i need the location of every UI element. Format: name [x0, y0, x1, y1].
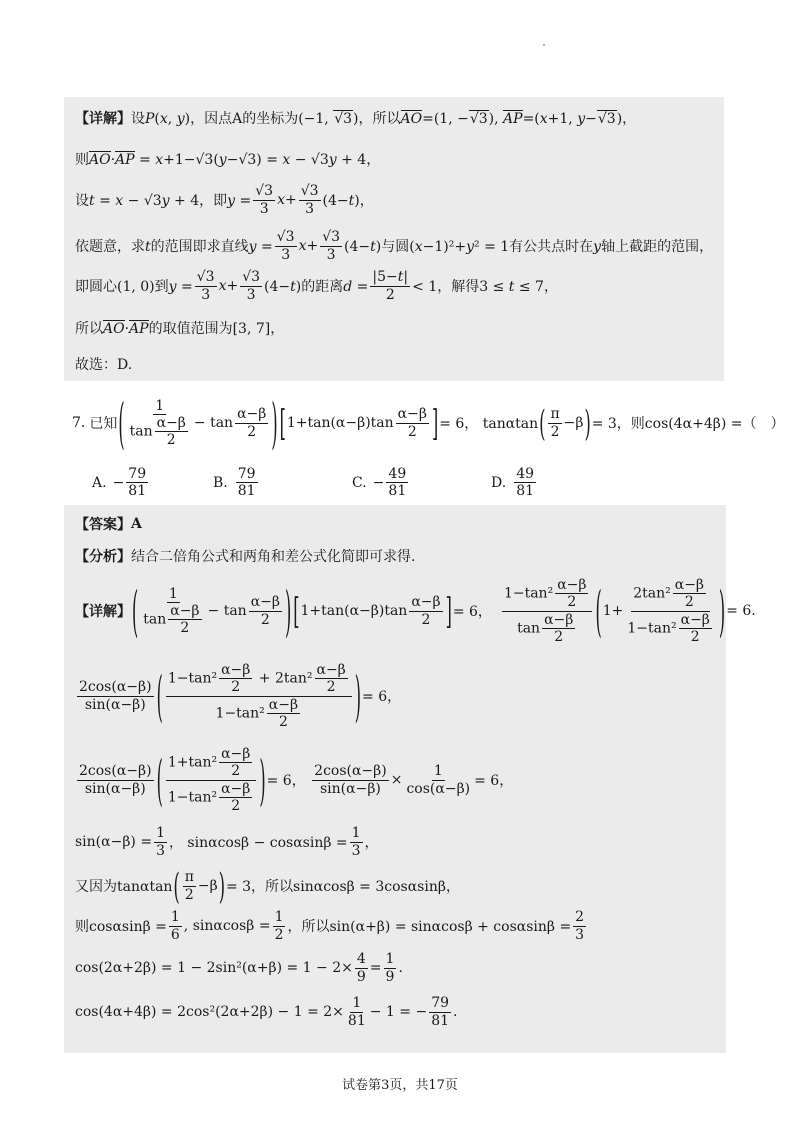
detail-label-q7: 【详解】: [75, 604, 131, 620]
option-b-denominator: 81: [237, 483, 256, 500]
detail-line-7: cos(2α+2β) = 1 − 2sin²(α+β) = 1 − 2× $\frac{4}{9}$ = $\frac{1}{9}$ .: [75, 951, 403, 985]
question-number: 7.: [72, 415, 86, 431]
option-a-label: A.: [92, 474, 107, 491]
option-c-denominator: 81: [388, 483, 407, 500]
option-d-label: D.: [491, 474, 507, 491]
question-7-stem: 7. 已知 ( 1 tan $\frac{\alpha-\beta}{2}$ − tan $\frac{\alpha-\beta}{2}$ ) [ 1+tan(α−β)tan $\frac{\alpha-\beta}{2}$ ] = 6， tanαtan ( $\frac{\pi}{2}$ −β ) = 3，则cos(4α+4β) =（ ）: [72, 390, 785, 456]
prev-conclusion: [75, 352, 132, 376]
option-d[interactable]: [491, 466, 538, 499]
detail-label: 【详解】: [75, 111, 131, 127]
answer-value: A: [131, 516, 142, 532]
analysis-line: [75, 544, 415, 568]
option-d-denominator: 81: [516, 483, 535, 500]
prev-detail-line-2: 则AO·AP = x+1−√3(y−√3) = x − √3y + 4，: [75, 152, 381, 168]
page-footer: 试卷第3页，共17页: [342, 1078, 458, 1093]
conclusion-text: 故选：D.: [75, 357, 133, 373]
prev-detail-line-4: 依题意，求t的范围即求直线y = $\frac{√3}{3}$ x + $\frac{√3}{3}$ (4−t)与圆(x−1)²+y² = 1有公共点时在y轴上截距的范围，: [75, 229, 714, 263]
option-a-numerator: 79: [128, 466, 147, 482]
option-b-label: B.: [213, 474, 228, 491]
option-c-label: C.: [352, 474, 367, 491]
detail-line-3: $\frac{2\cos(\alpha-\beta)}{\sin(\alpha-\beta)}$ ( 1+tan² $\frac{\alpha-\beta}{2}$ 1−tan² $\frac{\alpha-\beta}{2}$ ) = 6， $\frac{2\cos(\alpha-\beta)}{\sin(\alpha-\beta)}$ × $\frac{1}{\cos(\alpha-\beta)}$ = 6，: [79, 746, 514, 814]
analysis-label: 【分析】: [75, 549, 131, 565]
detail-line-2: $\frac{2\cos(\alpha-\beta)}{\sin(\alpha-\beta)}$ ( 1−tan² $\frac{\alpha-\beta}{2}$ + 2tan² $\frac{\alpha-\beta}{2}$ 1−tan² $\frac{\alpha-\beta}{2}$ ) = 6，: [79, 662, 402, 730]
option-c[interactable]: [352, 466, 410, 499]
prev-detail-line-1: 【详解】 设P(x, y)，因点A的坐标为(−1, √3)，所以AO=(1, −√3), AP=(x+1, y−√3)，: [75, 105, 636, 131]
option-a-denominator: 81: [128, 483, 147, 500]
option-b-numerator: 79: [237, 466, 256, 482]
option-c-numerator: 49: [388, 466, 407, 482]
option-d-numerator: 49: [516, 466, 535, 482]
prev-detail-line-6: 所以AO·AP的取值范围为[3, 7]，: [75, 321, 285, 337]
option-a[interactable]: [92, 466, 150, 499]
detail-line-8: cos(4α+4β) = 2cos²(2α+2β) − 1 = 2× $\frac{1}{81}$ − 1 = − $\frac{79}{81}$ .: [75, 995, 458, 1029]
question-intro: 已知: [89, 416, 118, 432]
detail-line-6: 则cosαsinβ = $\frac{1}{6}$ , sinαcosβ = $\frac{1}{2}$ ，所以sin(α+β) = sinαcosβ + cosαsinβ = $\frac{2}{3}$: [75, 909, 585, 943]
detail-line-4: sin(α−β) = $\frac{1}{3}$ ， sinαcosβ − cosαsinβ = $\frac{1}{3}$ ，: [75, 825, 379, 859]
detail-line-1: 【详解】 ( 1 tan $\frac{\alpha-\beta}{2}$ − tan $\frac{\alpha-\beta}{2}$ ) [ 1+tan(α−β)tan $\frac{\alpha-\beta}{2}$ ] = 6， 1−tan² $\frac{\alpha-\beta}{2}$ tan $\frac{\alpha-\beta}{2}$ ( 1+ 2tan² $\frac{\alpha-\beta}{2}$ 1−tan² $\frac{\alpha-\beta}{2}$ ) = 6.: [75, 577, 756, 645]
option-b[interactable]: [213, 466, 260, 499]
analysis-text: 结合二倍角公式和两角和差公式化简即可求得.: [131, 549, 416, 565]
answer-label: 【答案】: [75, 517, 131, 533]
prev-detail-line-5: 即圆心(1, 0)到y = $\frac{√3}{3}$ x + $\frac{√3}{3}$ (4−t)的距离d = $\frac{|5-t|}{2}$ < 1，解得3 ≤ t ≤ 7，: [75, 269, 558, 303]
answer-line: [75, 512, 142, 536]
detail-line-5: 又因为tanαtan ( $\frac{\pi}{2}$ −β ) = 3，所以sinαcosβ = 3cosαsinβ，: [75, 865, 460, 907]
prev-detail-line-3: 设t = x − √3y + 4，即y = $\frac{√3}{3}$ x + $\frac{√3}{3}$ (4−t)，: [75, 183, 374, 217]
option-c-sign: −: [372, 474, 385, 491]
option-a-sign: −: [112, 474, 125, 491]
speck: [543, 44, 545, 46]
